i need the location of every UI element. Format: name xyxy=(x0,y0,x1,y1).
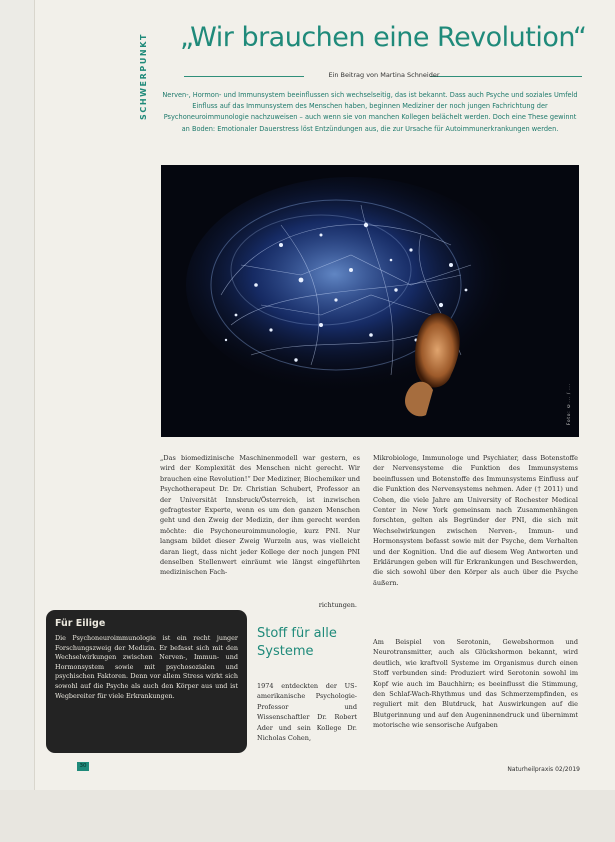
article-column-1 xyxy=(160,453,360,578)
brain-illustration xyxy=(161,165,579,437)
photo-credit: Foto: ©... / ... xyxy=(566,383,571,425)
body-text: „Das biomedizinische Maschinenmodell war gestern, es wird der Komplexität des Menschen nicht gerecht. Wir brauchen eine Revolution!“ Der Mediziner, Biochemiker und Psychotherapeut Dr. Dr. Christian Schubert, Professor an der Universität Innsbruck/Österreich, ist inzwischen gefragtester Experte, wenn es um den ganzen Menschen geht und den Zweig der Medizin, der ihm gerecht werden möchte: die Psychoneuroimmunologie, kurz PNI. Nur langsam bildet dieser Zweig Wurzeln aus, was vielleicht daran liegt, dass nicht jeder Kollege der noch jungen PNI denselben Stellenwert einräumt wie längst eingeführten medizinischen Fach- xyxy=(160,454,360,577)
article-column-2b xyxy=(373,637,578,731)
body-text: Am Beispiel von Serotonin, Gewebshormon und Neurotransmitter, auch als Glückshormon bekannt, wird deutlich, wie kraftvoll Systeme im Organismus durch einen Stoff verbunden sind: Produziert wird Serotonin sowohl im Kopf wie auch im Bauchhirn; es beeinflusst die Stimmung, den Schlaf-Wach-Rhythmus und das Schmerzempfinden, es reguliert mit den Blutdruck, hat Auswirkungen auf die Blutgerinnung und auf den Augeninnendruck und übernimmt motorische wie sensorische Aufgaben xyxy=(373,638,578,730)
lead-paragraph: Nerven-, Hormon- und Immunsystem beeinflussen sich wechselseitig, das ist bekannt. Dass auch Psyche und soziales Umfeld Einfluss auf das Immunsystem des Menschen haben, beginnen Mediziner der noch jungen Fachrichtung der Psychoneuroimmunologie nachzuweisen – auch wenn sie von manchen Kollegen belächelt werden. Doch eine These gewinnt an Boden: Emotionaler Dauerstress löst Entzündungen aus, die zur Ursache für Autoimmunerkrankungen werden. xyxy=(162,91,578,133)
page-number: 30 xyxy=(77,762,89,771)
brain-network-photo xyxy=(161,165,579,437)
summary-box-text: Die Psychoneuroimmunologie ist ein recht junger Forschungszweig der Medizin. Er befasst sich mit den Wechselwirkungen zwischen Nerven-, Immun- und Hormonsystem sowie mit psychosozialen und psychischen Faktoren. Denn vor allem Stress wirkt sich sowohl auf die Psyche als auch den Körper aus und ist Wegbereiter für viele Erkrankungen. xyxy=(55,634,238,700)
article-title: „Wir brauchen eine Revolution“ xyxy=(180,22,587,53)
summary-box xyxy=(46,610,247,753)
section-subhead: Stoff für alle Systeme xyxy=(257,626,337,659)
scan-margin xyxy=(0,0,35,842)
scan-margin-bottom xyxy=(0,790,615,842)
article-column-1b xyxy=(257,681,357,743)
section-label: SCHWERPUNKT xyxy=(139,32,148,120)
issue-footer: Naturheilpraxis 02/2019 xyxy=(507,766,580,773)
summary-box-title: Für Eilige xyxy=(55,618,106,629)
article-column-2 xyxy=(373,453,578,588)
body-text: 1974 entdeckten der US-amerikanische Psychologie-Professor und Wissenschaftler Dr. Robert Ader und sein Kollege Dr. Nicholas Cohen, xyxy=(257,682,357,743)
byline: Ein Beitrag von Martina Schneider xyxy=(328,71,440,79)
body-text: Mikrobiologe, Immunologe und Psychiater, dass Botenstoffe der Nervensysteme die Funktion des Immunsystems beeinflussen und Botenstoffe des Immunsystems Einfluss auf die Funktion des Nervensystems nehmen. Ader († 2011) und Cohen, die viele Jahre am University of Rochester Medical Center in New York gemeinsam nach Zusammenhängen forschten, gelten als Begründer der PNI, die sich mit Wechselwirkungen zwischen Nerven-, Immun- und Hormonsystem befasst sowie mit der Psyche, dem Verhalten und der Kognition. Und die auf diesem Weg Antworten und Erklärungen geben will für Erkrankungen und Beschwerden, die sich sowohl über den Körper als auch über die Psyche äußern. xyxy=(373,454,578,587)
column-1-end: richtungen. xyxy=(318,601,357,609)
